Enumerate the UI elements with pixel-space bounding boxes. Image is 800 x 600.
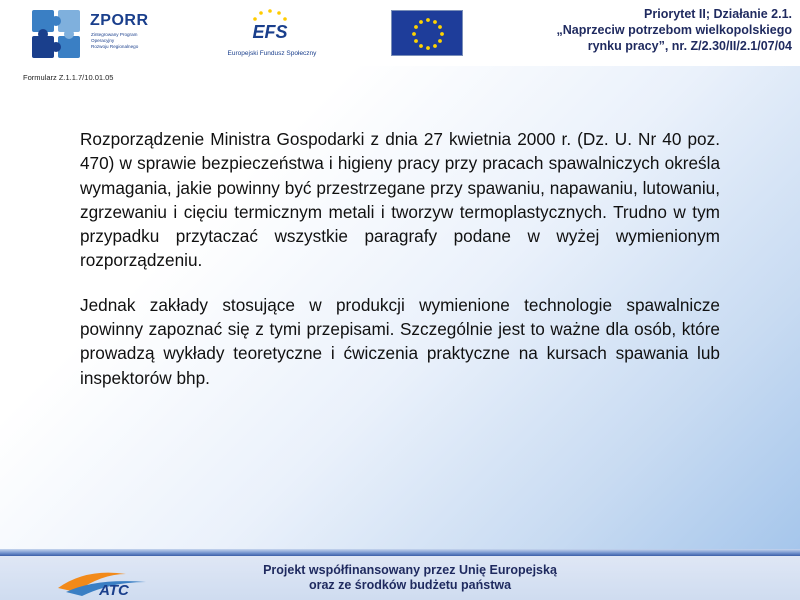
footer-divider <box>0 549 800 556</box>
zporr-name: ZPORR <box>90 12 149 29</box>
zporr-subtitle: Zintegrowany Program Operacyjny Rozwoju Regionalnego <box>91 32 139 49</box>
efs-subtitle: Europejski Fundusz Społeczny <box>227 50 317 57</box>
main-content <box>80 127 720 410</box>
project-title <box>486 6 792 54</box>
zporr-logo <box>30 8 160 60</box>
project-title-line: Priorytet II; Działanie 2.1. <box>644 7 792 21</box>
paragraph: Jednak zakłady stosujące w produkcji wymienione technologie spawalnicze powinny zapoznać się z tymi przepisami. Szczególnie jest to ważne dla osób, które prowadzą wykłady teoretyczne i ćwiczenia praktyczne na kursach spawania lub inspektorów bhp. <box>80 294 720 388</box>
project-title-line: rynku pracy”, nr. Z/2.30/II/2.1/07/04 <box>587 39 792 53</box>
cofinancing-note <box>220 563 600 593</box>
cofinancing-line: Projekt współfinansowany przez Unię Europejską <box>263 563 557 577</box>
puzzle-icon <box>30 8 82 60</box>
efs-logo <box>226 8 318 60</box>
paragraph: Rozporządzenie Ministra Gospodarki z dnia 27 kwietnia 2000 r. (Dz. U. Nr 40 poz. 470) w sprawie bezpieczeństwa i higieny pracy przy pracach spawalniczych określa wymagania, jakie powinny być przestrzegane przy spawaniu, napawaniu, lutowaniu, zgrzewaniu i cięciu termicznym metali i tworzyw termoplastycznych. Trudno w tym przypadku przytaczać wszystkie paragrafy podane w wyżej wymienionym rozporządzeniu. <box>80 129 720 271</box>
form-code: Formularz Z.1.1.7/10.01.05 <box>23 73 114 82</box>
project-title-line: „Naprzeciw potrzebom wielkopolskiego <box>556 23 792 37</box>
eu-flag <box>391 10 463 56</box>
svg-text:EFS: EFS <box>252 22 288 42</box>
cofinancing-line: oraz ze środków budżetu państwa <box>308 578 512 592</box>
efs-emblem-icon <box>238 8 302 42</box>
eu-flag-icon <box>392 11 464 57</box>
atc-logo-icon <box>56 566 152 598</box>
header-bar <box>0 0 800 66</box>
svg-text:ATC: ATC <box>99 582 129 598</box>
